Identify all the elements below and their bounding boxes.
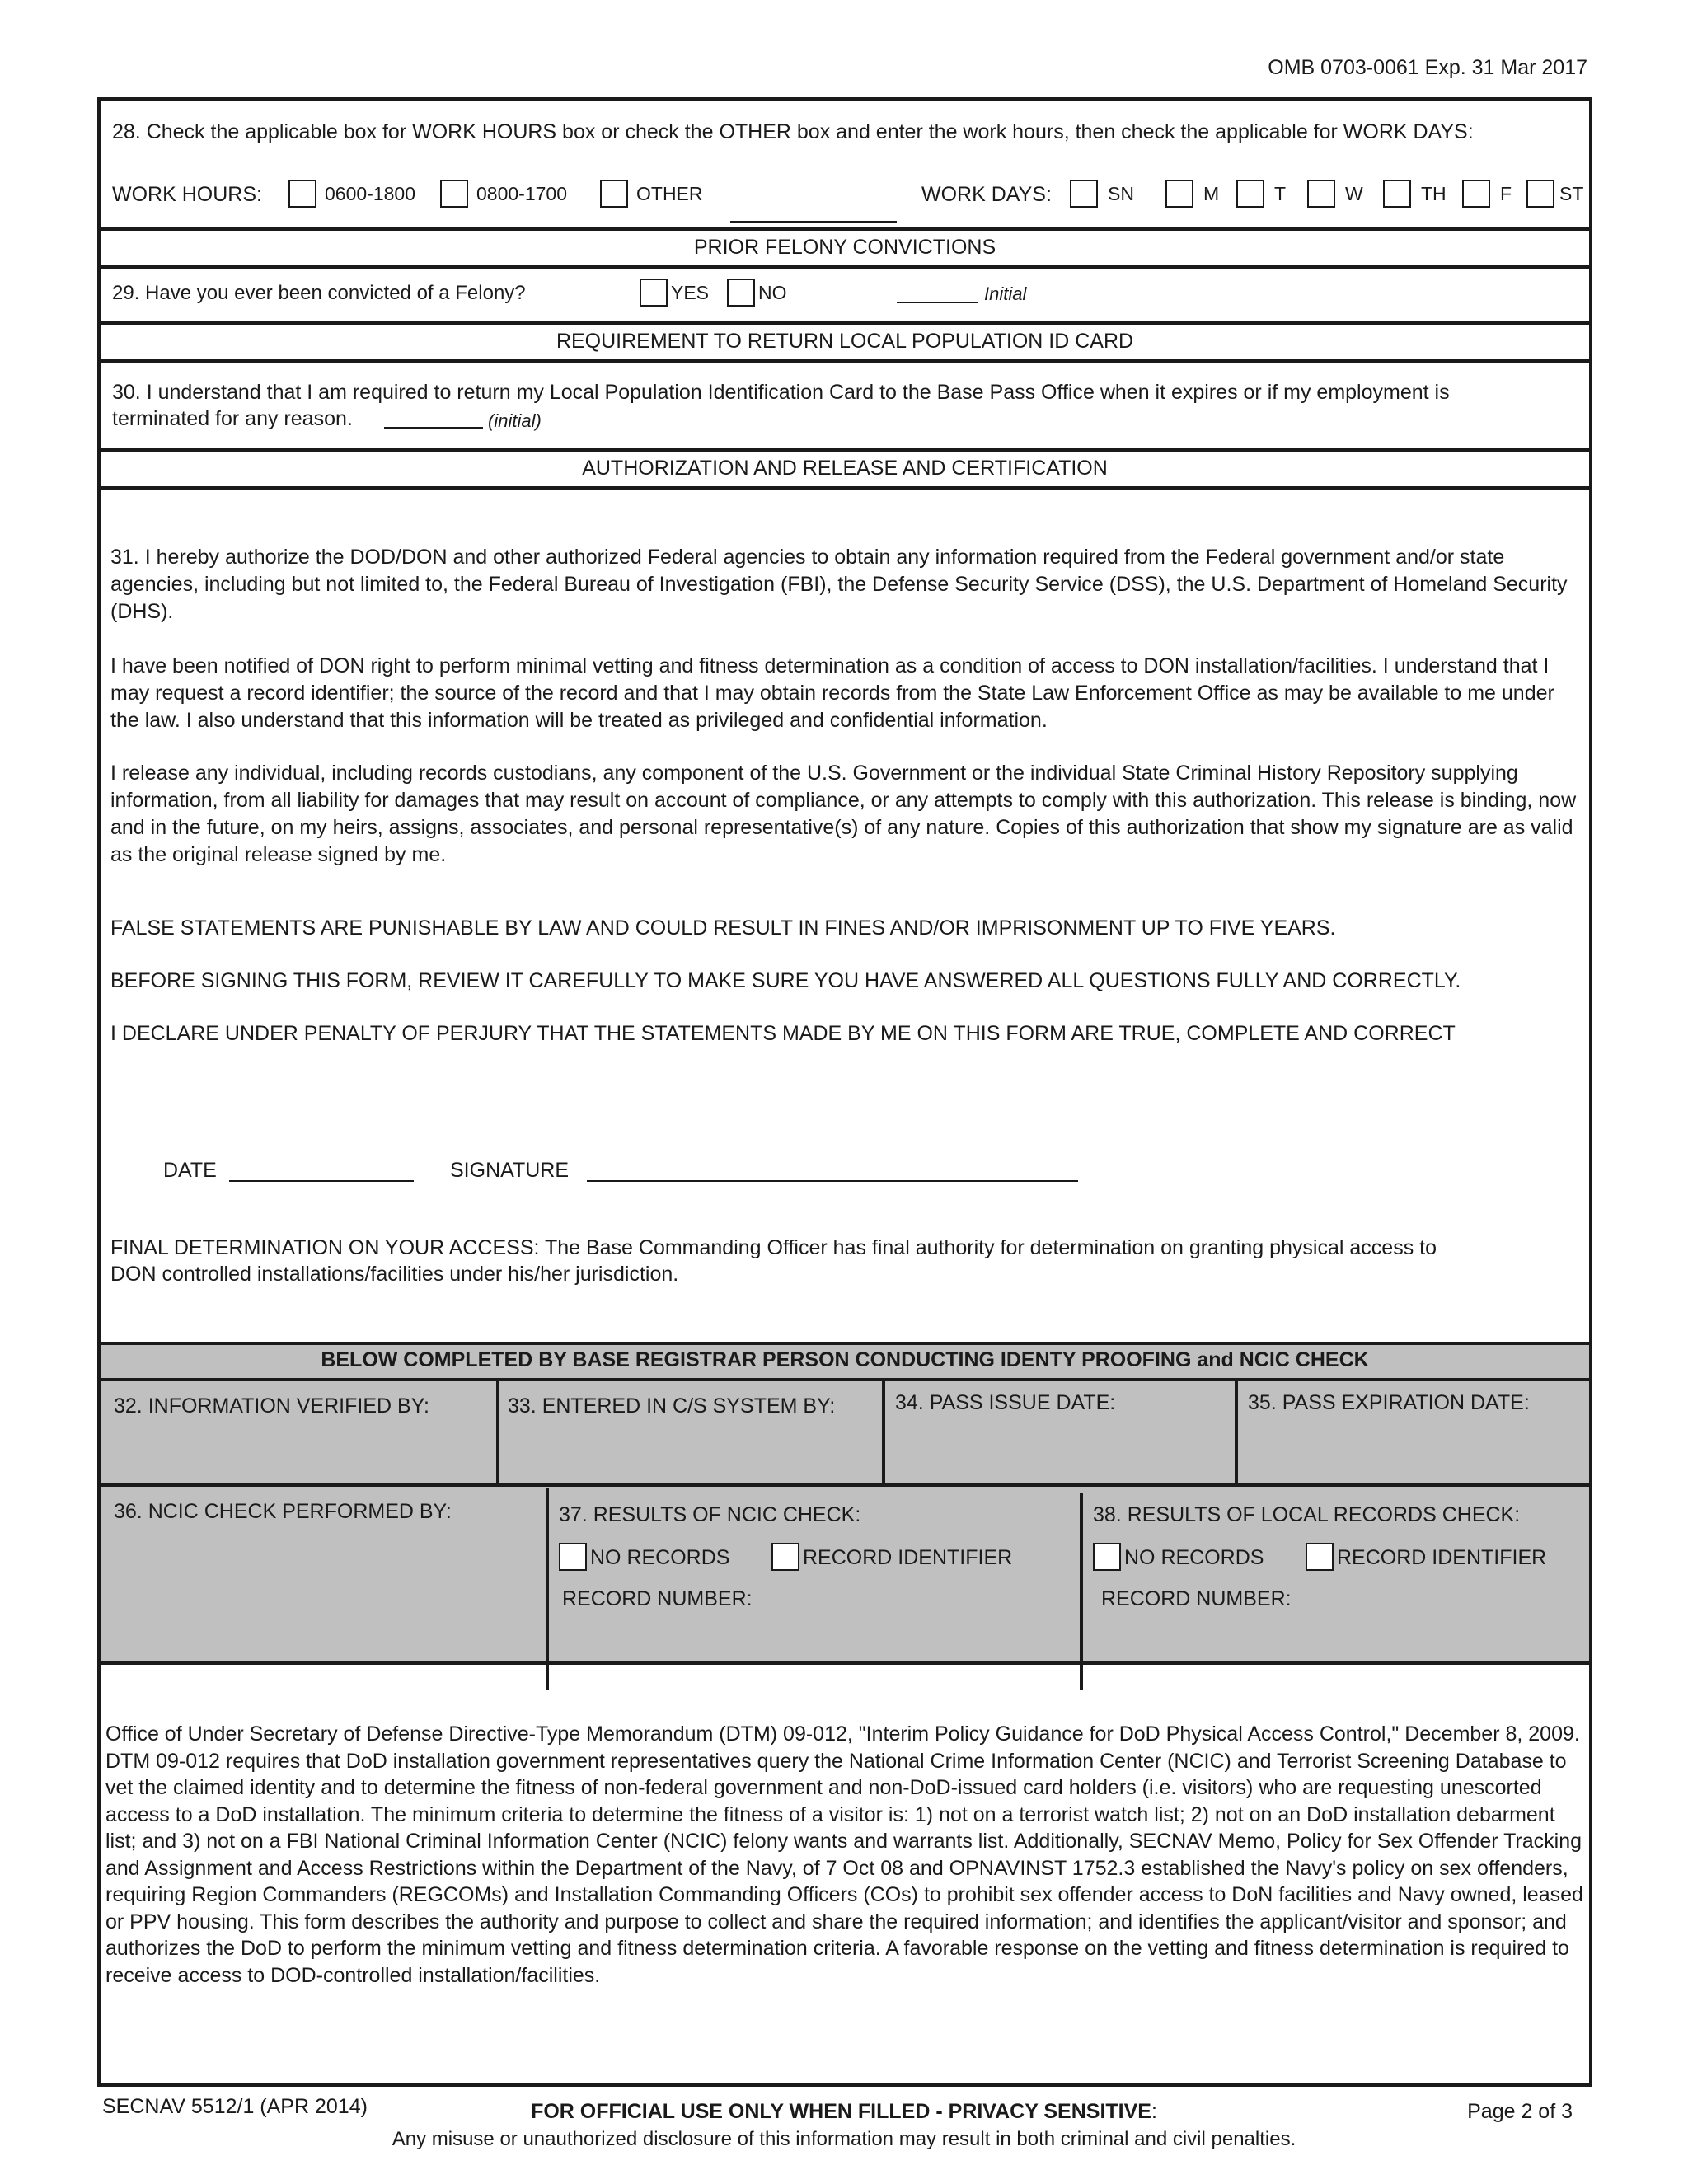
felony-initial-field[interactable] xyxy=(897,302,978,303)
ncic-no-records-checkbox[interactable] xyxy=(559,1543,587,1571)
divider xyxy=(101,1483,1589,1487)
q29-question: 29. Have you ever been convicted of a Felony? xyxy=(112,282,526,304)
date-label: DATE xyxy=(163,1159,217,1182)
f33-entered-in-system-by[interactable]: 33. ENTERED IN C/S SYSTEM BY: xyxy=(508,1394,836,1418)
divider xyxy=(101,1378,1589,1381)
hours-0600-1800-label: 0600-1800 xyxy=(325,183,415,204)
id-card-section-title: REQUIREMENT TO RETURN LOCAL POPULATION ID CARD xyxy=(556,330,1134,353)
id-card-initial-field[interactable] xyxy=(384,427,483,429)
hours-0800-1700-label: 0800-1700 xyxy=(476,183,567,204)
before-signing-warning: BEFORE SIGNING THIS FORM, REVIEW IT CAREFULLY TO MAKE SURE YOU HAVE ANSWERED ALL QUESTIONS FULLY AND CORRECTLY. xyxy=(110,969,1461,992)
signature-field[interactable] xyxy=(587,1180,1078,1182)
divider xyxy=(101,1661,1589,1665)
registrar-title: BELOW COMPLETED BY BASE REGISTRAR PERSON CONDUCTING IDENTY PROOFING and NCIC CHECK xyxy=(321,1348,1369,1371)
perjury-declaration: I DECLARE UNDER PENALTY OF PERJURY THAT THE STATEMENTS MADE BY ME ON THIS FORM ARE TRUE, COMPLETE AND CORRECT xyxy=(110,1022,1456,1045)
fouo-colon: : xyxy=(1151,2100,1157,2123)
divider xyxy=(101,448,1589,452)
day-st-checkbox[interactable] xyxy=(1526,180,1554,208)
ncic-no-records-label: NO RECORDS xyxy=(590,1546,730,1569)
q30-line2: terminated for any reason. xyxy=(112,407,353,430)
work-hours-label: WORK HOURS: xyxy=(112,183,262,206)
hours-0600-1800-checkbox[interactable] xyxy=(288,180,316,208)
divider xyxy=(882,1378,885,1483)
hours-0800-1700-checkbox[interactable] xyxy=(440,180,468,208)
felony-section-title: PRIOR FELONY CONVICTIONS xyxy=(693,236,996,259)
ncic-record-number-label[interactable]: RECORD NUMBER: xyxy=(562,1587,753,1610)
q31-authorization-paragraph: 31. I hereby authorize the DOD/DON and other authorized Federal agencies to obtain any information required from the Federal government and/or state agencies, including but not limited to, the Federal Bureau of Investigation (FBI), the Defense Security Service (DSS), the U.S. Department of Homeland Security (DHS). xyxy=(110,546,1568,623)
form-body xyxy=(97,97,1592,2087)
divider xyxy=(1080,1493,1083,1690)
felony-yes-checkbox[interactable] xyxy=(640,279,668,307)
ncic-record-identifier-label: RECORD IDENTIFIER xyxy=(803,1546,1013,1569)
page-number: Page 2 of 3 xyxy=(1467,2100,1573,2123)
day-st-label: ST xyxy=(1559,183,1584,204)
day-w-checkbox[interactable] xyxy=(1307,180,1335,208)
fouo-label: FOR OFFICIAL USE ONLY WHEN FILLED - PRIVACY SENSITIVE xyxy=(531,2100,1151,2123)
omb-number: OMB 0703-0061 Exp. 31 Mar 2017 xyxy=(1268,56,1587,79)
hours-other-checkbox[interactable] xyxy=(600,180,628,208)
divider xyxy=(101,486,1589,490)
work-days-label: WORK DAYS: xyxy=(921,183,1052,206)
fouo-notice xyxy=(0,2100,1688,2124)
f35-pass-expiration-date[interactable]: 35. PASS EXPIRATION DATE: xyxy=(1248,1391,1530,1414)
false-statements-warning: FALSE STATEMENTS ARE PUNISHABLE BY LAW AND COULD RESULT IN FINES AND/OR IMPRISONMENT UP TO FIVE YEARS. xyxy=(110,916,1336,940)
day-sn-label: SN xyxy=(1108,183,1134,204)
felony-initial-label: Initial xyxy=(984,284,1027,304)
f32-information-verified-by[interactable]: 32. INFORMATION VERIFIED BY: xyxy=(114,1394,429,1418)
ncic-record-identifier-checkbox[interactable] xyxy=(771,1543,799,1571)
felony-no-checkbox[interactable] xyxy=(727,279,755,307)
form-identifier: SECNAV 5512/1 (APR 2014) xyxy=(102,2095,368,2118)
q31-release-paragraph: I release any individual, including records custodians, any component of the U.S. Government or the individual State Criminal History Repository supplying information, from all liability for damages that may result on account of compliance, or any attempts to comply with this authorization. This release is binding, now and in the future, on my heirs, assigns, associates, and personal representative(s) of any nature. Copies of this authorization that show my signature are as valid as the original release signed by me. xyxy=(110,762,1577,866)
final-determination-line1: FINAL DETERMINATION ON YOUR ACCESS: The Base Commanding Officer has final authority for determination on granting physical access to xyxy=(110,1236,1437,1259)
local-record-number-label[interactable]: RECORD NUMBER: xyxy=(1101,1587,1292,1610)
day-t-checkbox[interactable] xyxy=(1236,180,1264,208)
local-no-records-checkbox[interactable] xyxy=(1093,1543,1121,1571)
divider xyxy=(101,1342,1589,1345)
divider xyxy=(101,359,1589,363)
divider xyxy=(101,321,1589,325)
local-no-records-label: NO RECORDS xyxy=(1124,1546,1264,1569)
final-determination-line2: DON controlled installations/facilities under his/her jurisdiction. xyxy=(110,1263,679,1286)
day-f-label: F xyxy=(1500,183,1512,204)
q31-vetting-paragraph: I have been notified of DON right to perform minimal vetting and fitness determination as a condition of access to DON installation/facilities. I understand that I may request a record identifier; the source of the record and that I may obtain records from the State Law Enforcement Office as may be available to me under the law. I also understand that this information will be treated as privileged and confidential information. xyxy=(110,654,1554,732)
divider xyxy=(101,265,1589,269)
q30-line1: 30. I understand that I am required to return my Local Population Identification Card to the Base Pass Office when it expires or if my employment is xyxy=(112,381,1450,404)
divider xyxy=(496,1378,499,1483)
divider xyxy=(546,1488,549,1690)
day-t-label: T xyxy=(1274,183,1287,204)
local-record-identifier-label: RECORD IDENTIFIER xyxy=(1337,1546,1547,1569)
misuse-warning: Any misuse or unauthorized disclosure of this information may result in both criminal and civil penalties. xyxy=(392,2128,1296,2150)
f37-ncic-results-label: 37. RESULTS OF NCIC CHECK: xyxy=(559,1503,861,1526)
day-f-checkbox[interactable] xyxy=(1462,180,1490,208)
hours-other-label: OTHER xyxy=(636,183,703,204)
day-w-label: W xyxy=(1345,183,1363,204)
divider xyxy=(1235,1378,1238,1483)
auth-section-title: AUTHORIZATION AND RELEASE AND CERTIFICATION xyxy=(582,457,1108,480)
f38-local-records-results-label: 38. RESULTS OF LOCAL RECORDS CHECK: xyxy=(1093,1503,1521,1526)
other-hours-field[interactable] xyxy=(730,221,897,223)
signature-label: SIGNATURE xyxy=(450,1159,569,1182)
q28-instruction: 28. Check the applicable box for WORK HOURS box or check the OTHER box and enter the work hours, then check the applicable for WORK DAYS: xyxy=(112,120,1474,143)
felony-no-label: NO xyxy=(758,282,787,303)
f36-ncic-check-performed-by[interactable]: 36. NCIC CHECK PERFORMED BY: xyxy=(114,1500,452,1523)
privacy-act-statement: Office of Under Secretary of Defense Directive-Type Memorandum (DTM) 09-012, "Interim Policy Guidance for DoD Physical Access Control," December 8, 2009. DTM 09-012 requires that DoD installation government representatives query the National Crime Information Center (NCIC) and Terrorist Screening Database to vet the claimed identity and to determine the fitness of non-federal government and non-DoD-issued card holders (i.e. visitors) who are requesting unescorted access to a DoD installation. The minimum criteria to determine the fitness of a visitor is: 1) not on a terrorist watch list; 2) not on an DoD installation debarment list; and 3) not on a FBI National Criminal Information Center (NCIC) felony wants and warrants list. Additionally, SECNAV Memo, Policy for Sex Offender Tracking and Assignment and Access Restrictions within the Department of the Navy, of 7 Oct 08 and OPNAVINST 1752.3 established the Navy's policy on sex offenders, requiring Region Commanders (REGCOMs) and Installation Commanding Officers (COs) to prohibit sex offender access to DoN facilities and Navy owned, leased or PPV housing. This form describes the authority and purpose to collect and share the required information; and identifies the applicant/visitor and sponsor; and authorizes the DoD to perform the minimum vetting and fitness determination criteria. A favorable response on the vetting and fitness determination is required to receive access to DOD-controlled installation/facilities. xyxy=(106,1722,1583,1987)
day-th-label: TH xyxy=(1421,183,1447,204)
local-record-identifier-checkbox[interactable] xyxy=(1306,1543,1334,1571)
day-m-checkbox[interactable] xyxy=(1165,180,1193,208)
date-field[interactable] xyxy=(229,1180,414,1182)
day-sn-checkbox[interactable] xyxy=(1070,180,1098,208)
day-th-checkbox[interactable] xyxy=(1383,180,1411,208)
f34-pass-issue-date[interactable]: 34. PASS ISSUE DATE: xyxy=(895,1391,1116,1414)
day-m-label: M xyxy=(1203,183,1220,204)
id-card-initial-label: (initial) xyxy=(488,410,542,431)
felony-yes-label: YES xyxy=(671,282,710,303)
divider xyxy=(101,227,1589,231)
